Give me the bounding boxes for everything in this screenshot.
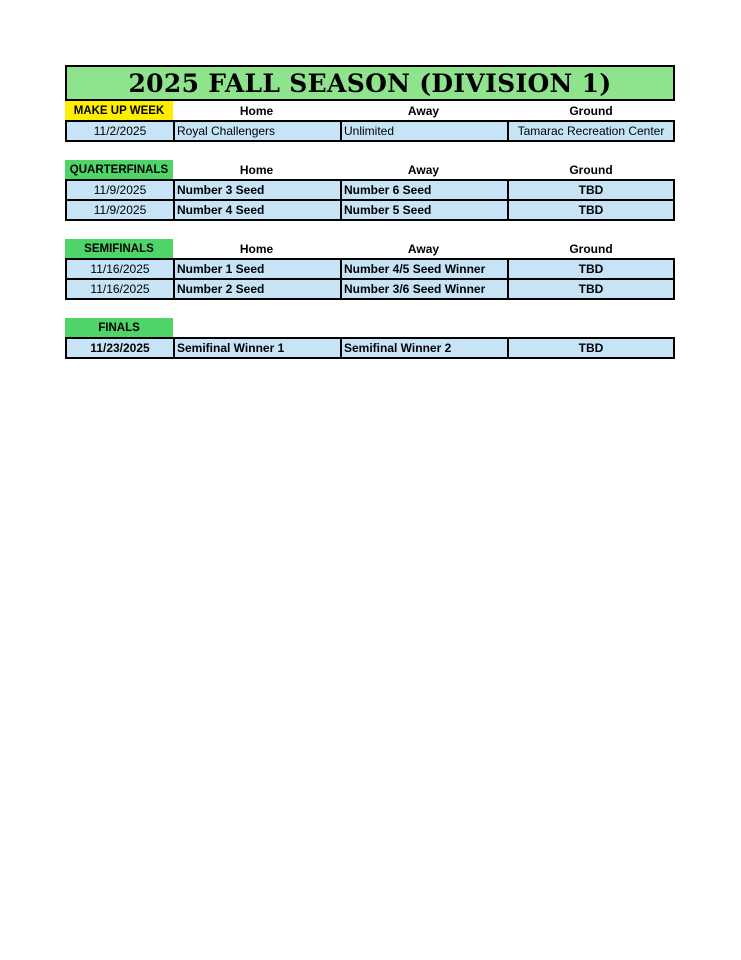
home-cell: Number 2 Seed — [173, 280, 340, 298]
makeup-label: MAKE UP WEEK — [65, 101, 173, 120]
home-cell: Number 3 Seed — [173, 181, 340, 199]
home-cell: Royal Challengers — [173, 122, 340, 140]
away-cell: Semifinal Winner 2 — [340, 339, 507, 357]
column-header-home: Home — [239, 103, 274, 118]
column-header-away: Away — [407, 162, 440, 177]
finals-table — [65, 337, 675, 359]
date-cell: 11/9/2025 — [93, 203, 147, 217]
column-header-away: Away — [407, 241, 440, 256]
column-header-ground: Ground — [569, 241, 613, 256]
quarterfinals-header-row — [65, 160, 675, 179]
home-cell: Semifinal Winner 1 — [173, 339, 340, 357]
ground-cell: TBD — [507, 181, 673, 199]
makeup-header-row — [65, 101, 675, 120]
table-row — [67, 122, 673, 140]
home-cell: Number 4 Seed — [173, 201, 340, 219]
date-cell: 11/2/2025 — [93, 124, 147, 138]
date-cell: 11/9/2025 — [93, 183, 147, 197]
away-cell: Number 6 Seed — [340, 181, 507, 199]
ground-cell: TBD — [507, 280, 673, 298]
page-title: 2025 FALL SEASON (DIVISION 1) — [65, 65, 675, 101]
finals-section — [65, 318, 675, 359]
date-cell: 11/23/2025 — [90, 341, 150, 355]
table-row — [67, 181, 673, 199]
table-row — [67, 260, 673, 278]
column-header-home: Home — [239, 162, 274, 177]
away-cell: Unlimited — [340, 122, 507, 140]
column-header-ground: Ground — [569, 103, 613, 118]
ground-cell: TBD — [507, 260, 673, 278]
finals-label: FINALS — [65, 318, 173, 337]
quarterfinals-table — [65, 179, 675, 221]
away-cell: Number 5 Seed — [340, 201, 507, 219]
away-cell: Number 4/5 Seed Winner — [340, 260, 507, 278]
column-header-home: Home — [239, 241, 274, 256]
quarterfinals-label: QUARTERFINALS — [65, 160, 173, 179]
ground-cell: TBD — [507, 201, 673, 219]
ground-cell: Tamarac Recreation Center — [507, 122, 673, 140]
away-cell: Number 3/6 Seed Winner — [340, 280, 507, 298]
makeup-section — [65, 101, 675, 142]
ground-cell: TBD — [507, 339, 673, 357]
home-cell: Number 1 Seed — [173, 260, 340, 278]
semifinals-section — [65, 239, 675, 300]
column-header-ground: Ground — [569, 162, 613, 177]
table-row — [67, 339, 673, 357]
semifinals-table — [65, 258, 675, 300]
quarterfinals-section — [65, 160, 675, 221]
makeup-table — [65, 120, 675, 142]
date-cell: 11/16/2025 — [90, 262, 150, 276]
date-cell: 11/16/2025 — [90, 282, 150, 296]
semifinals-header-row — [65, 239, 675, 258]
column-header-away: Away — [407, 103, 440, 118]
table-row — [67, 199, 673, 219]
table-row — [67, 278, 673, 298]
schedule-sheet — [65, 65, 675, 359]
finals-header-row — [65, 318, 675, 337]
semifinals-label: SEMIFINALS — [65, 239, 173, 258]
